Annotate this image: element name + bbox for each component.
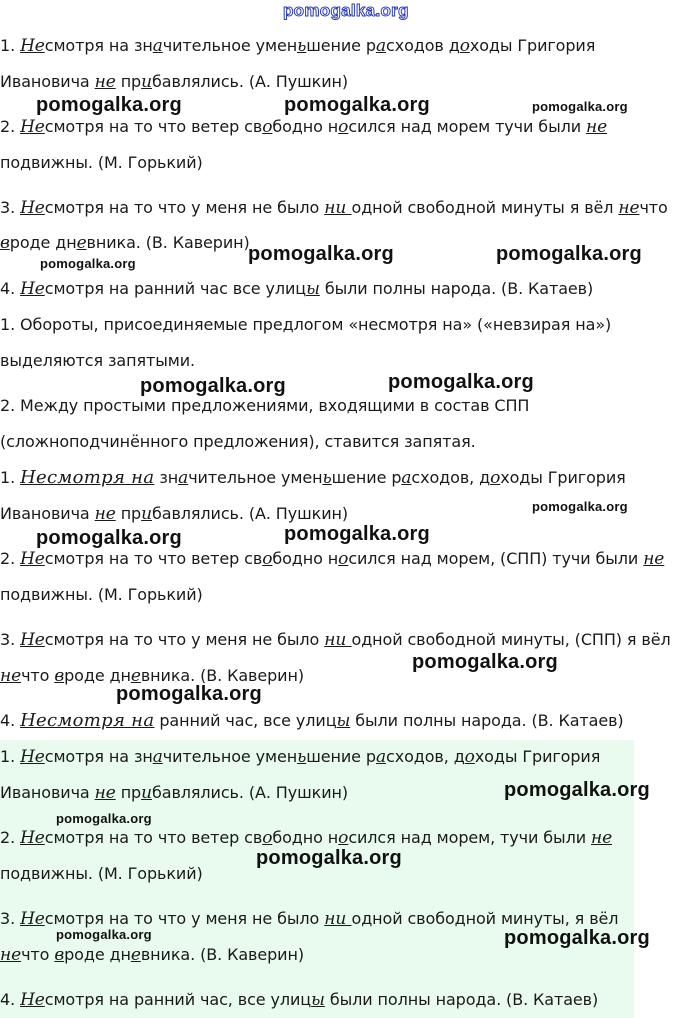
orthogram: ни (324, 198, 352, 218)
orthogram: и (141, 72, 152, 92)
text-segment: смотря на то что ветер св (44, 549, 263, 568)
text-segment: выделяются запятыми. (0, 351, 196, 370)
text-segment: сходов, д (386, 747, 465, 766)
text-segment: бодно н (272, 549, 339, 568)
text-segment: смотря на ранний час все улиц (44, 279, 307, 298)
text-segment: чительное умен (188, 468, 323, 487)
orthogram: о (262, 828, 273, 848)
watermark: pomogalka.org (284, 523, 430, 545)
text-segment: 4. (0, 990, 21, 1009)
text-segment: ранний час, все улиц (154, 711, 337, 730)
text-segment: были полны народа. (В. Катаев) (319, 279, 594, 298)
watermark: pomogalka.org (36, 94, 182, 116)
watermark: pomogalka.org (388, 371, 534, 393)
orthogram: и (141, 504, 152, 524)
text-line (0, 315, 611, 335)
orthogram: и (141, 783, 152, 803)
orthogram: е (76, 233, 87, 253)
watermark: pomogalka.org (56, 927, 152, 942)
text-segment: сился над морем тучи были (348, 117, 587, 136)
text-segment: бавлялись. (А. Пушкин) (151, 504, 349, 523)
orthogram: а (178, 468, 189, 488)
text-segment: одной свободной минуты я вёл (351, 198, 619, 217)
orthogram: не (591, 828, 613, 848)
text-segment: вника. (В. Каверин) (140, 945, 304, 964)
text-segment: одной свободной минуты, (СПП) я вёл (351, 630, 671, 649)
text-segment: что (21, 945, 55, 964)
text-segment: 2. Между простыми предложениями, входящими в состав СПП (0, 396, 530, 415)
text-segment: ходы Григория (474, 747, 601, 766)
text-segment: ходы Григория (500, 468, 626, 487)
orthogram: а (401, 468, 412, 488)
watermark: pomogalka.org (116, 683, 262, 705)
text-segment: бавлялись. (А. Пушкин) (151, 72, 349, 91)
text-line (0, 504, 348, 524)
watermark: pomogalka.org (40, 256, 136, 271)
text-segment: смотря на зн (44, 747, 153, 766)
text-line (0, 864, 203, 884)
text-line (0, 432, 476, 452)
orthogram: ы (311, 990, 325, 1010)
text-segment: шение р (331, 468, 402, 487)
orthogram: Не (20, 747, 45, 767)
text-segment: 1. Обороты, присоединяемые предлогом «несмотря на» («невзирая на») (0, 315, 612, 334)
orthogram: в (54, 945, 65, 965)
text-line (0, 990, 598, 1010)
text-line (0, 945, 304, 965)
orthogram: не (94, 72, 116, 92)
text-segment: подвижны. (М. Горький) (0, 153, 203, 172)
orthogram: е (130, 666, 141, 686)
text-segment: шение р (306, 747, 376, 766)
watermark: pomogalka.org (284, 94, 430, 116)
orthogram: не (643, 549, 665, 569)
orthogram: о (464, 747, 475, 767)
text-segment: 3. (0, 198, 21, 217)
orthogram: а (152, 36, 163, 56)
text-line (0, 468, 626, 488)
watermark: pomogalka.org (140, 375, 286, 397)
text-segment: шение р (306, 36, 376, 55)
orthogram: не (618, 198, 640, 218)
orthogram: ы (336, 711, 351, 731)
watermark: pomogalka.org (56, 811, 152, 826)
text-segment: пр (115, 783, 142, 802)
watermark: pomogalka.org (496, 243, 642, 265)
text-segment: смотря на то что ветер св (44, 828, 263, 847)
orthogram: о (262, 549, 273, 569)
orthogram: не (94, 504, 116, 524)
watermark: pomogalka.org (248, 243, 394, 265)
text-line (0, 351, 195, 371)
text-segment: что (639, 198, 668, 217)
text-segment: вника. (В. Каверин) (140, 666, 304, 685)
text-line (0, 198, 668, 218)
orthogram: не (0, 666, 22, 686)
orthogram: о (338, 117, 349, 137)
orthogram: Не (20, 990, 45, 1010)
orthogram: ы (306, 279, 320, 299)
text-line (0, 396, 529, 416)
text-line (0, 747, 600, 767)
orthogram: Не (20, 630, 45, 650)
watermark: pomogalka.org (532, 499, 628, 514)
orthogram: о (490, 468, 501, 488)
text-segment: роде дн (64, 945, 131, 964)
text-segment: бодно н (272, 117, 339, 136)
orthogram: ни (324, 909, 352, 929)
text-segment: Ивановича (0, 504, 95, 523)
text-segment: зн (154, 468, 179, 487)
orthogram: о (459, 36, 470, 56)
text-segment: Ивановича (0, 72, 95, 91)
text-line (0, 585, 203, 605)
text-segment: 4. (0, 279, 21, 298)
text-segment: вника. (В. Каверин) (86, 233, 250, 252)
orthogram: Не (20, 909, 45, 929)
text-segment: ходы Григория (469, 36, 596, 55)
text-line (0, 36, 595, 56)
text-segment: смотря на то что у меня не было (44, 198, 325, 217)
orthogram: в (0, 233, 10, 253)
text-line (0, 117, 607, 137)
text-segment: Ивановича (0, 783, 95, 802)
orthogram: о (338, 828, 349, 848)
orthogram: не (94, 783, 116, 803)
watermark: pomogalka.org (532, 99, 628, 114)
text-line (0, 153, 203, 173)
text-segment: бавлялись. (А. Пушкин) (151, 783, 349, 802)
orthogram: не (586, 117, 608, 137)
watermark: pomogalka.org (256, 847, 402, 869)
orthogram: Не (20, 117, 45, 137)
text-line (0, 630, 671, 650)
text-segment: 2. (0, 117, 21, 136)
text-segment: 4. (0, 711, 21, 730)
text-segment: 2. (0, 828, 21, 847)
orthogram: ь (322, 468, 332, 488)
orthogram: не (0, 945, 22, 965)
text-segment: смотря на то что ветер св (44, 117, 263, 136)
text-segment: роде дн (64, 666, 131, 685)
orthogram: ь (297, 747, 307, 767)
orthogram: а (152, 747, 163, 767)
text-line (0, 711, 624, 731)
text-segment: сходов д (386, 36, 460, 55)
site-header-watermark: pomogalka.org (283, 1, 409, 20)
orthogram: о (338, 549, 349, 569)
watermark: pomogalka.org (504, 927, 650, 949)
preposition-highlight: Несмотря на (20, 710, 155, 731)
orthogram: Не (20, 36, 45, 56)
orthogram: ни (324, 630, 352, 650)
text-segment: подвижны. (М. Горький) (0, 585, 203, 604)
text-segment: 2. (0, 549, 21, 568)
text-segment: чительное умен (162, 747, 298, 766)
text-segment: роде дн (9, 233, 77, 252)
orthogram: ь (297, 36, 307, 56)
text-segment: 3. (0, 630, 21, 649)
text-segment: сходов, д (411, 468, 491, 487)
text-line (0, 783, 348, 803)
text-line (0, 549, 664, 569)
watermark: pomogalka.org (412, 651, 558, 673)
text-segment: (сложноподчинённого предложения), ставится запятая. (0, 432, 476, 451)
text-segment: смотря на зн (44, 36, 153, 55)
watermark: pomogalka.org (36, 527, 182, 549)
text-line (0, 909, 618, 929)
orthogram: Не (20, 828, 45, 848)
text-segment: одной свободной минуты, я вёл (351, 909, 619, 928)
text-segment: 3. (0, 909, 21, 928)
text-segment: бодно н (272, 828, 339, 847)
preposition-highlight: Несмотря на (20, 467, 155, 488)
text-segment: 1. (0, 468, 21, 487)
orthogram: Не (20, 198, 45, 218)
text-line (0, 828, 612, 848)
text-line (0, 233, 250, 253)
text-segment: пр (115, 72, 142, 91)
orthogram: в (54, 666, 65, 686)
orthogram: о (262, 117, 273, 137)
text-segment: подвижны. (М. Горький) (0, 864, 203, 883)
orthogram: а (375, 36, 386, 56)
text-segment: что (21, 666, 55, 685)
watermark: pomogalka.org (504, 779, 650, 801)
text-segment: смотря на то что у меня не было (44, 909, 325, 928)
text-segment: пр (115, 504, 142, 523)
text-segment: 1. (0, 36, 21, 55)
orthogram: е (130, 945, 141, 965)
text-segment: смотря на то что у меня не было (44, 630, 325, 649)
text-segment: смотря на ранний час, все улиц (44, 990, 312, 1009)
orthogram: Не (20, 549, 45, 569)
text-segment: сился над морем, (СПП) тучи были (348, 549, 644, 568)
text-segment: были полны народа. (В. Катаев) (350, 711, 624, 730)
text-segment: сился над морем, тучи были (348, 828, 591, 847)
text-segment: были полны народа. (В. Катаев) (324, 990, 599, 1009)
text-segment: чительное умен (162, 36, 298, 55)
text-line (0, 72, 348, 92)
orthogram: а (375, 747, 386, 767)
text-line (0, 279, 593, 299)
text-segment: 1. (0, 747, 21, 766)
orthogram: Не (20, 279, 45, 299)
